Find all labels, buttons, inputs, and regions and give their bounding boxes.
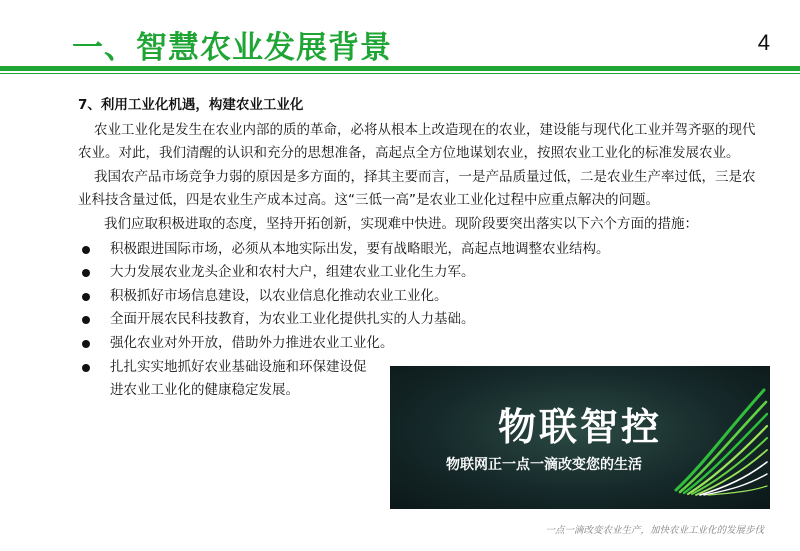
title-divider-thin xyxy=(0,73,800,74)
section-heading: 7、利用工业化机遇，构建农业工业化 xyxy=(78,97,304,113)
paragraph-3: 我们应取积极进取的态度，坚持开拓创新，实现难中快进。现阶段要突出落实以下六个方面的措施： xyxy=(104,215,698,232)
list-item: 强化农业对外开放，借助外力推进农业工业化。 xyxy=(78,332,768,356)
green-light-rays-icon xyxy=(672,386,768,496)
list-item: 全面开展农民科技教育，为农业工业化提供扎实的人力基础。 xyxy=(78,308,768,332)
footer-tagline: 一点一滴改变农业生产，加快农业工业化的发展步伐 xyxy=(545,525,764,536)
list-item: 积极跟进国际市场，必须从本地实际出发，要有战略眼光，高起点地调整农业结构。 xyxy=(78,238,768,262)
list-item: 积极抓好市场信息建设，以农业信息化推动农业工业化。 xyxy=(78,285,768,309)
list-item: 大力发展农业龙头企业和农村大户，组建农业工业化生力军。 xyxy=(78,261,768,285)
content-body xyxy=(78,94,768,403)
title-divider-thick xyxy=(0,66,800,71)
banner-title: 物联智控 xyxy=(498,405,663,449)
banner-slogan: 物联网正一点一滴改变您的生活 xyxy=(446,457,642,473)
slide-title: 一、智慧农业发展背景 xyxy=(72,30,392,66)
list-item: 扎扎实实地抓好农业基础设施和环保建设促进农业工业化的健康稳定发展。 xyxy=(78,356,378,403)
paragraph-2: 我国农产品市场竞争力弱的原因是多方面的，择其主要而言，一是产品质量过低，二是农业生产率过低，三是农业科技含量过低，四是农业生产成本过高。这“三低一高”是农业工业化过程中应重点解决的问题。 xyxy=(78,168,756,209)
paragraph-1: 农业工业化是发生在农业内部的质的革命，必将从根本上改造现在的农业，建设能与现代化工业并驾齐驱的现代农业。对此，我们清醒的认识和充分的思想准备，高起点全方位地谋划农业，按照农业工业化的标准发展农业。 xyxy=(78,121,756,162)
page-number: 4 xyxy=(757,30,770,55)
iot-banner-image xyxy=(390,366,770,509)
